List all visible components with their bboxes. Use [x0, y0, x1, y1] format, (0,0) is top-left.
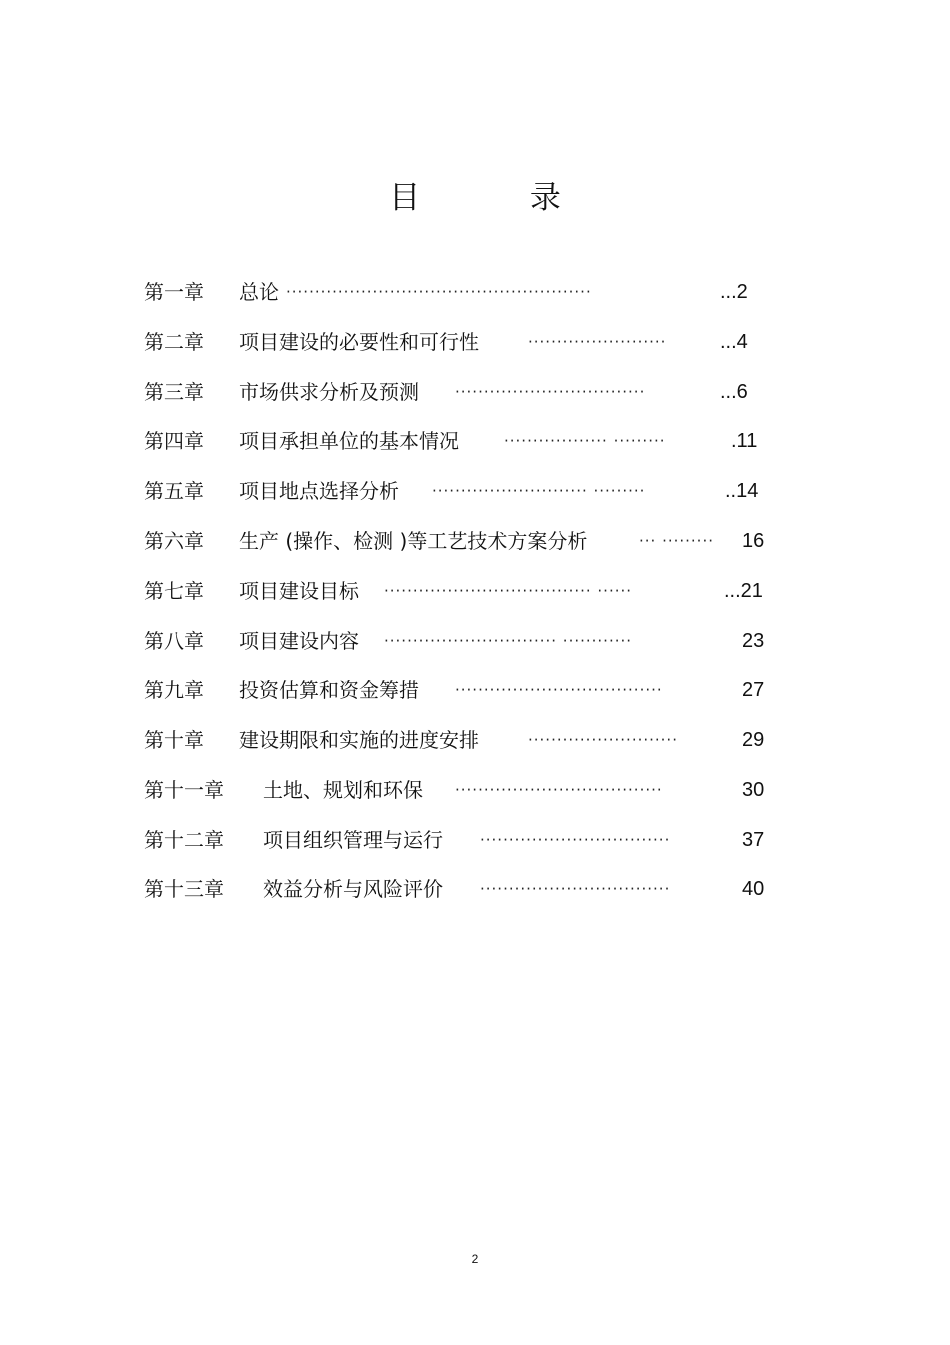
toc-chapter: 第二章: [144, 330, 204, 354]
page-number-footer: 2: [471, 1252, 479, 1266]
toc-leader: ························: [528, 333, 667, 351]
toc-entry[interactable]: [0, 775, 950, 805]
toc-page-number: ...2: [720, 281, 748, 303]
toc-leader: ·································: [455, 383, 646, 401]
toc-leader: ·················· ·········: [504, 432, 666, 450]
toc-chapter: 第六章: [144, 529, 204, 553]
toc-entry-title: 项目组织管理与运行: [263, 828, 443, 852]
toc-entry-title: 总论: [239, 280, 279, 304]
toc-title: 目 录: [389, 180, 611, 216]
toc-page-number: .11: [731, 430, 758, 452]
toc-page-number: 23: [742, 630, 765, 652]
toc-chapter: 第九章: [144, 678, 204, 702]
toc-chapter: 第五章: [144, 479, 204, 503]
toc-entry[interactable]: [0, 725, 950, 755]
toc-entry-title: 项目建设的必要性和可行性: [239, 330, 479, 354]
toc-entry-title: 项目地点选择分析: [239, 479, 399, 503]
toc-leader: ··························: [528, 731, 678, 749]
toc-entry[interactable]: [0, 576, 950, 606]
toc-entry-title: 项目承担单位的基本情况: [239, 429, 459, 453]
toc-chapter: 第三章: [144, 380, 204, 404]
toc-chapter: 第十二章: [144, 828, 224, 852]
toc-leader: ···································· ······: [384, 582, 633, 600]
toc-entry[interactable]: [0, 327, 950, 357]
toc-chapter: 第八章: [144, 629, 204, 653]
toc-chapter: 第四章: [144, 429, 204, 453]
toc-entry-title: 项目建设内容: [239, 629, 359, 653]
toc-chapter: 第一章: [144, 280, 204, 304]
toc-entry[interactable]: [0, 626, 950, 656]
toc-page-number: 40: [742, 878, 765, 900]
toc-entry[interactable]: [0, 675, 950, 705]
toc-entry-title: 投资估算和资金筹措: [239, 678, 419, 702]
toc-entry-title: 项目建设目标: [239, 579, 359, 603]
toc-entry[interactable]: [0, 277, 950, 307]
toc-page-number: ...6: [720, 381, 748, 403]
toc-entry-title: 建设期限和实施的进度安排: [239, 728, 479, 752]
toc-leader: ·································: [480, 831, 671, 849]
toc-leader: ····································: [455, 781, 663, 799]
toc-leader: ··························· ·········: [432, 482, 646, 500]
toc-page-number: 30: [742, 779, 765, 801]
toc-entry[interactable]: [0, 426, 950, 456]
toc-entry-title: 生产 (操作、检测 )等工艺技术方案分析: [239, 529, 588, 553]
toc-entry-title: 市场供求分析及预测: [239, 380, 419, 404]
toc-entry-title: 效益分析与风险评价: [263, 877, 443, 901]
toc-page-number: ...4: [720, 331, 748, 353]
toc-page-number: ..14: [725, 480, 759, 502]
toc-chapter: 第十章: [144, 728, 204, 752]
toc-entry[interactable]: [0, 377, 950, 407]
toc-page-number: ...21: [724, 580, 763, 602]
toc-page-number: 37: [742, 829, 765, 851]
toc-entry[interactable]: [0, 526, 950, 556]
toc-leader: ·································: [480, 880, 671, 898]
toc-leader: ·····················································: [286, 283, 592, 301]
toc-chapter: 第十三章: [144, 877, 224, 901]
toc-page-number: 16: [742, 530, 765, 552]
toc-leader: ······························ ············: [384, 632, 633, 650]
toc-chapter: 第十一章: [144, 778, 224, 802]
toc-entry[interactable]: [0, 476, 950, 506]
toc-page-number: 29: [742, 729, 765, 751]
toc-chapter: 第七章: [144, 579, 204, 603]
toc-entry[interactable]: [0, 825, 950, 855]
toc-page-number: 27: [742, 679, 765, 701]
toc-leader: ····································: [455, 681, 663, 699]
toc-entry[interactable]: [0, 874, 950, 904]
toc-entry-title: 土地、规划和环保: [263, 778, 423, 802]
toc-leader: ··· ·········: [639, 532, 714, 550]
